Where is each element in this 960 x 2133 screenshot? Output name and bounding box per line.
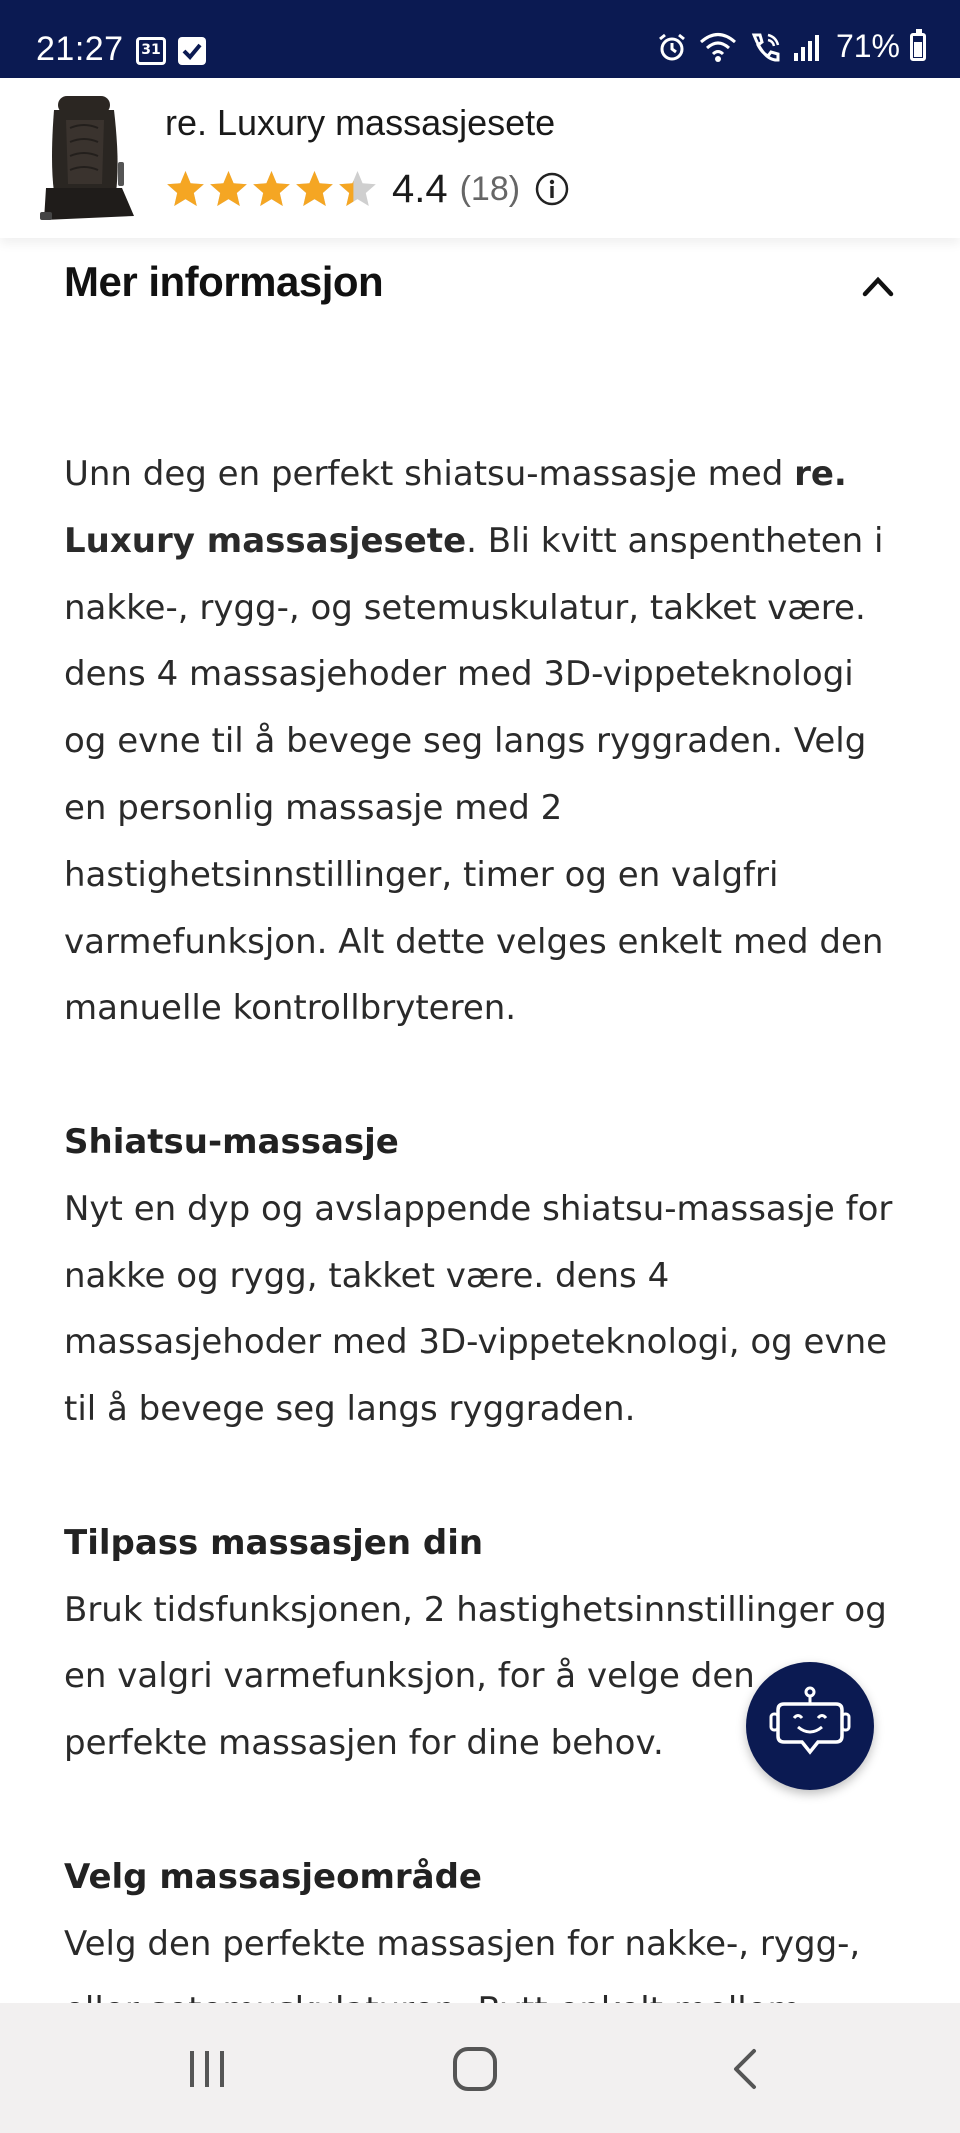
product-header [0,78,960,238]
section-title: Mer informasjon [64,258,384,305]
rating-value: 4.4 [392,166,448,211]
paragraph-shiatsu: Nyt en dyp og avslappende shiatsu-massasje for nakke og rygg, takket være. dens 4 massasjehoder med 3D-vippeteknologi, og evne til å bevege seg langs ryggraden. [64,1188,893,1430]
info-icon[interactable] [534,171,570,207]
status-icons [656,28,926,65]
rating-count: (18) [459,169,521,208]
star-icon [165,169,206,210]
robot-chat-icon [768,1684,852,1768]
wifi-calling-icon [748,31,782,63]
status-bar [0,0,960,78]
signal-icon [792,31,822,63]
system-nav-bar [0,2003,960,2133]
back-icon[interactable] [726,2047,766,2091]
star-icon [294,169,335,210]
star-icon [251,169,292,210]
star-icon [208,169,249,210]
status-time: 21:27 [36,30,124,68]
subheading-shiatsu: Shiatsu-massasje [64,1121,399,1162]
paragraph-customize: Bruk tidsfunksjonen, 2 hastighetsinnstillinger og en valgri varmefunksjon, for å velge den perfekte massasjen for dine behov. [64,1589,887,1764]
intro-paragraph: Unn deg en perfekt shiatsu-massasje med re. Luxury massasjesete. Bli kvitt anspentheten i nakke-, rygg-, og setemuskulatur, takket være. dens 4 massasjehoder med 3D-vippeteknologi og evne til å bevege seg langs ryggraden. Velg en personlig massasje med 2 hastighetsinnstillinger, timer og en valgfri varmefunksjon. Alt dette velges enkelt med den manuelle kontrollbryteren. [64,454,884,1029]
battery-percent: 71% [835,28,900,64]
chevron-up-icon[interactable] [860,272,896,300]
wifi-icon [698,31,738,63]
description-content [64,441,904,2044]
subheading-area: Velg massasjeområde [64,1856,482,1897]
rating-stars [165,169,378,210]
product-image[interactable] [36,92,136,224]
star-icon [337,169,378,210]
calendar-icon: 31 [136,37,166,65]
chat-bot-button[interactable] [746,1662,874,1790]
checkbox-notification-icon [178,37,206,65]
alarm-icon [656,31,688,63]
product-title: re. Luxury massasjesete [165,102,556,143]
recent-apps-icon[interactable] [184,2047,230,2091]
home-icon[interactable] [452,2047,498,2091]
paragraph-area: Velg den perfekte massasjen for nakke-, rygg-, [64,1923,861,1964]
battery-icon [910,33,926,61]
subheading-customize: Tilpass massasjen din [64,1522,484,1563]
more-info-section-header[interactable] [64,258,896,318]
rating-row[interactable] [165,166,570,212]
product-name-bold: re. Luxury massasjesete [64,454,847,561]
